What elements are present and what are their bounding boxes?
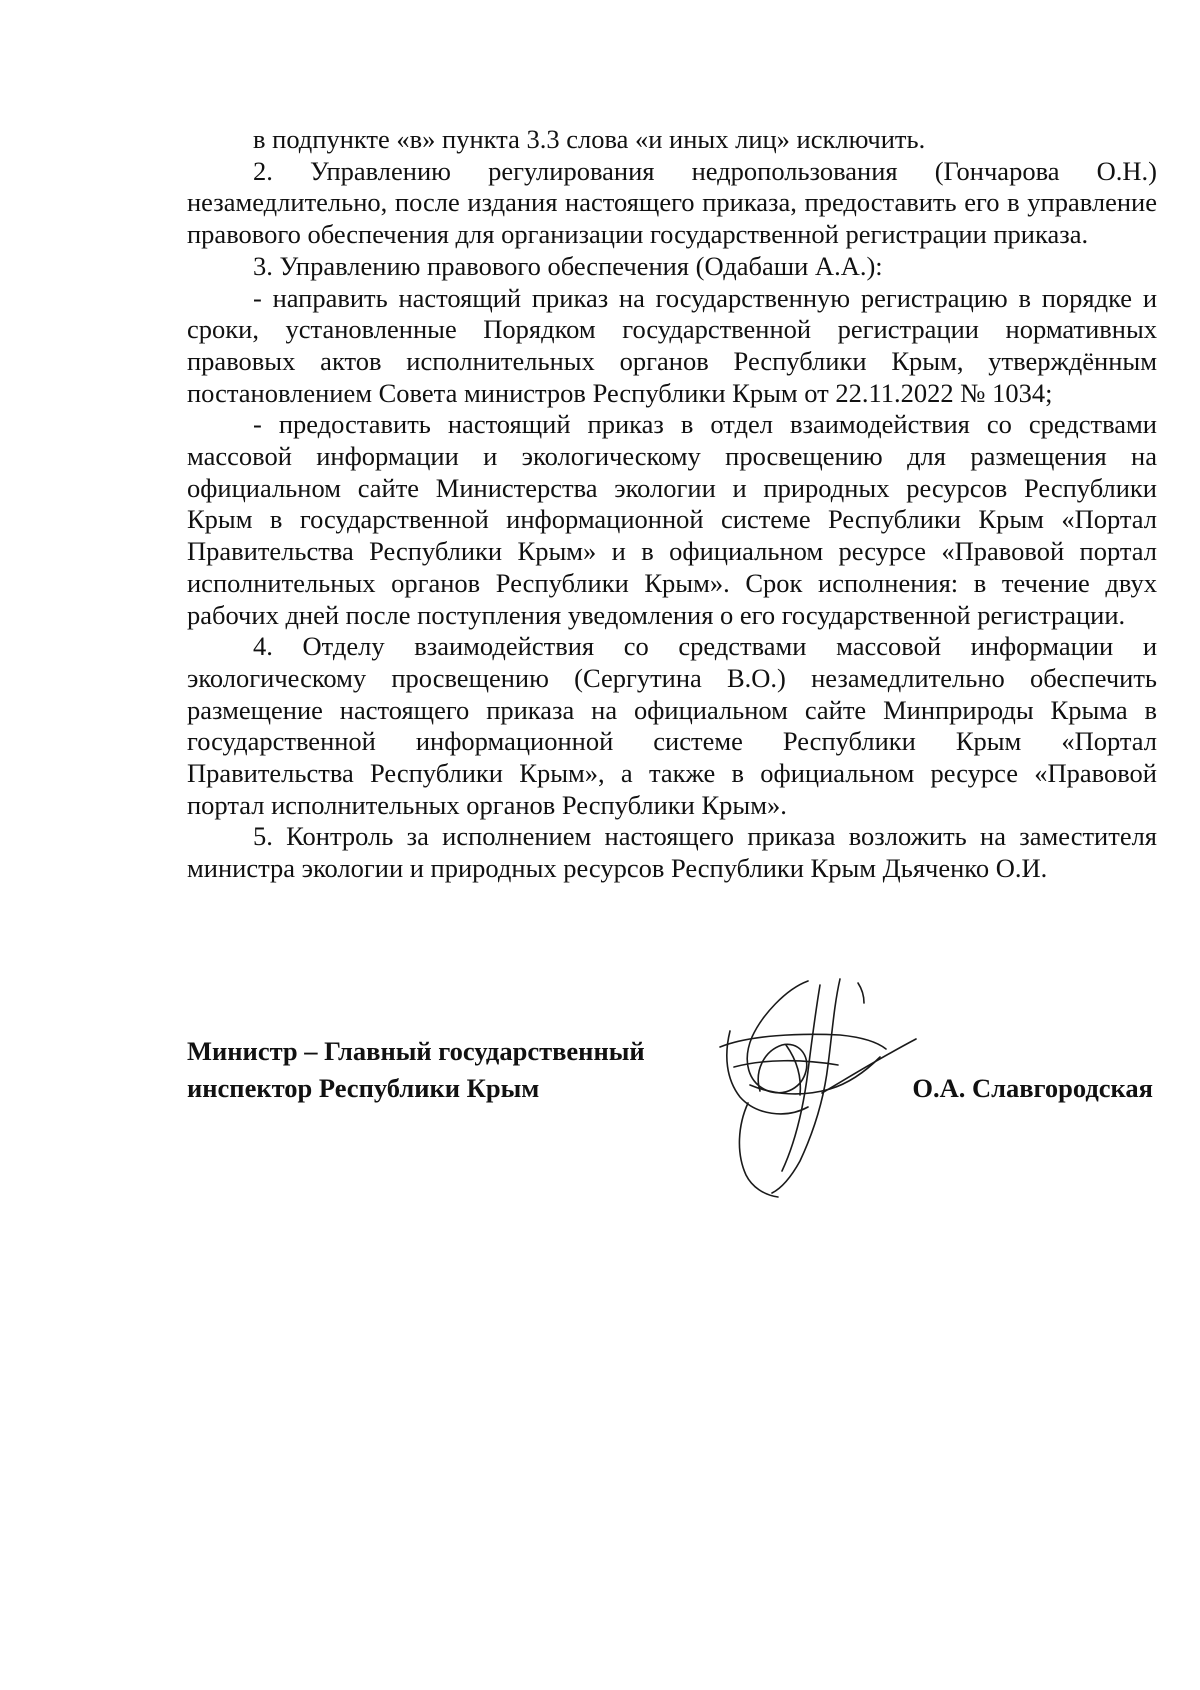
handwritten-signature-icon: [690, 975, 930, 1205]
paragraph-subpoint-amendment: в подпункте «в» пункта 3.3 слова «и иных лиц» исключить.: [253, 124, 926, 154]
paragraph-item-5: 5. Контроль за исполнением настоящего приказа возложить на заместителя министра экологии и природных ресурсов Республики Крым Дьяченко О.И.: [187, 821, 1157, 884]
paragraph-item-4: 4. Отделу взаимодействия со средствами массовой информации и экологическому просвещению (Сергутина В.О.) незамедлительно обеспечить размещение настоящего приказа на официальном сайте Минприроды Крыма в государственной информационной системе Республики Крым «Портал Правительства Республики Крым», а также в официальном ресурсе «Правовой портал исполнительных органов Республики Крым».: [187, 631, 1157, 820]
paragraph-item-3-registration: - направить настоящий приказ на государственную регистрацию в порядке и сроки, установленные Порядком государственной регистрации нормативных правовых актов исполнительных органов Республики Крым, утверждённым постановлением Совета министров Республики Крым от 22.11.2022 № 1034;: [187, 282, 1157, 408]
signatory-position-line-2: инспектор Республики Крым: [187, 1073, 540, 1103]
paragraph-item-2: 2. Управлению регулирования недропользования (Гончарова О.Н.) незамедлительно, после издания настоящего приказа, предоставить его в управление правового обеспечения для организации государственной регистрации приказа.: [187, 155, 1157, 250]
paragraph-item-3-publication: - предоставить настоящий приказ в отдел взаимодействия со средствами массовой информации и экологическому просвещению для размещения на официальном сайте Министерства экологии и природных ресурсов Республики Крым в государственной информационной системе Республики Крым «Портал Правительства Республики Крым» и в официальном ресурсе «Правовой портал исполнительных органов Республики Крым». Срок исполнения: в течение двух рабочих дней после поступления уведомления о его государственной регистрации.: [187, 409, 1157, 630]
signatory-position-line-1: Министр – Главный государственный: [187, 1036, 645, 1066]
document-body: [187, 124, 1157, 885]
signatory-position: [187, 1033, 645, 1107]
paragraph-item-3: 3. Управлению правового обеспечения (Одабаши А.А.):: [253, 250, 883, 281]
signature-block: [187, 1033, 1157, 1233]
signatory-name: О.А. Славгородская: [912, 1073, 1153, 1103]
